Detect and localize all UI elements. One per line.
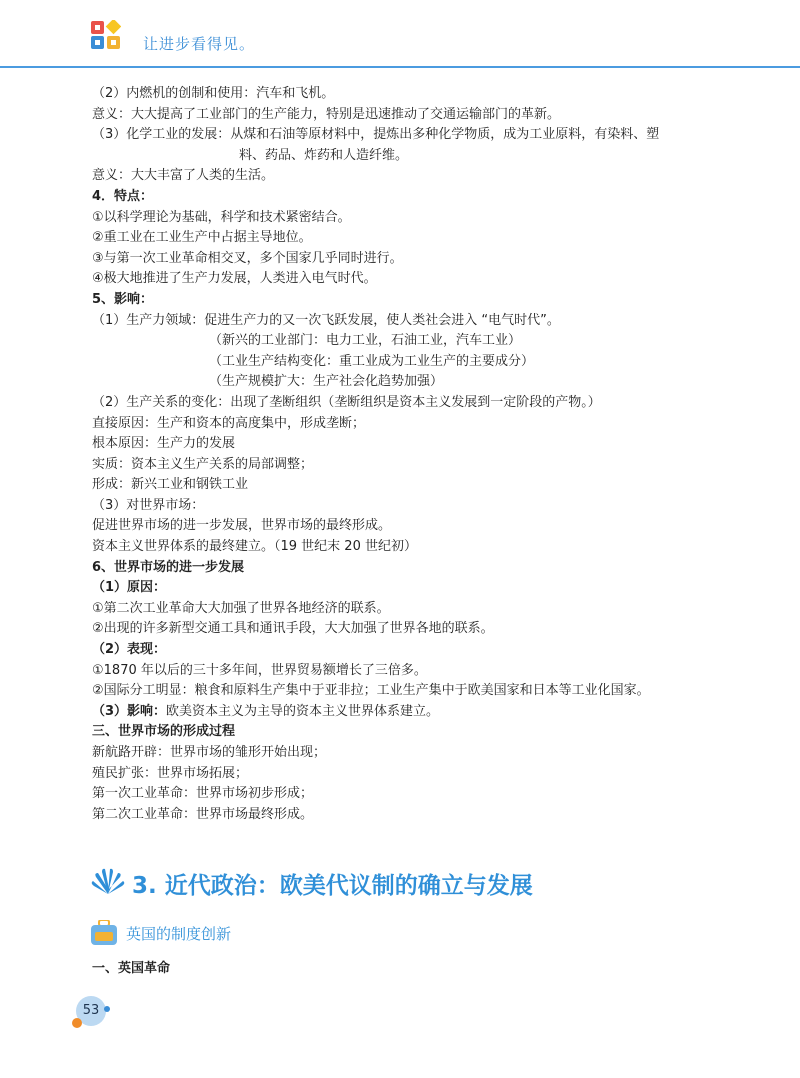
- text-line: 第一次工业革命：世界市场初步形成；: [92, 786, 314, 802]
- text-line: 5、影响：: [92, 291, 154, 307]
- text-line: ③与第一次工业革命相交叉，多个国家几乎同时进行。: [92, 250, 403, 266]
- section-title: 3. 近代政治：欧美代议制的确立与发展: [132, 873, 533, 899]
- text-line: （生产规模扩大：生产社会化趋势加强）: [209, 374, 444, 390]
- text-line: ①1870 年以后的三十多年间，世界贸易额增长了三倍多。: [92, 662, 427, 678]
- text-line: （1）生产力领域：促进生产力的又一次飞跃发展，使人类社会进入 “电气时代”。: [92, 312, 560, 328]
- part-title: 一、英国革命: [92, 961, 171, 976]
- text-line: （2）表现：: [92, 642, 167, 658]
- logo-icon: [91, 20, 121, 50]
- text-line: 三、世界市场的形成过程: [92, 724, 236, 740]
- text-line: 第二次工业革命：世界市场最终形成。: [92, 806, 314, 822]
- text-line: 实质：资本主义生产关系的局部调整；: [92, 456, 314, 472]
- text-line: （新兴的工业部门：电力工业，石油工业，汽车工业）: [209, 333, 522, 349]
- text-line-bold-part: （3）影响：: [92, 703, 167, 719]
- header-divider: [0, 66, 800, 68]
- page-header: [0, 0, 800, 66]
- shell-icon: [90, 867, 126, 897]
- text-line: ②重工业在工业生产中占据主导地位。: [92, 230, 312, 246]
- page-number: 53: [82, 1003, 100, 1018]
- text-line: （1）原因：: [92, 580, 167, 596]
- text-line: 资本主义世界体系的最终建立。（19 世纪末 20 世纪初）: [92, 539, 417, 555]
- text-line: 意义：大大提高了工业部门的生产能力，特别是迅速推动了交通运输部门的革新。: [92, 106, 561, 122]
- text-line: （工业生产结构变化：重工业成为工业生产的主要成分）: [209, 353, 535, 369]
- text-line: ④极大地推进了生产力发展，人类进入电气时代。: [92, 271, 377, 287]
- text-line: 促进世界市场的进一步发展，世界市场的最终形成。: [92, 518, 392, 534]
- text-line-rest: 欧美资本主义为主导的资本主义世界体系建立。: [166, 703, 440, 719]
- header-tagline: 让进步看得见。: [143, 35, 256, 53]
- text-line: （3）对世界市场：: [92, 497, 205, 513]
- text-line: 6、世界市场的进一步发展: [92, 559, 245, 575]
- text-line: （3）化学工业的发展：从煤和石油等原材料中，提炼出多种化学物质，成为工业原料，有染料、塑: [92, 127, 660, 143]
- bag-icon: [90, 920, 118, 946]
- text-line: （2）内燃机的创制和使用：汽车和飞机。: [92, 86, 335, 101]
- text-line: 根本原因：生产力的发展: [92, 436, 236, 452]
- text-line: 新航路开辟：世界市场的雏形开始出现；: [92, 745, 327, 760]
- text-line: ①以科学理论为基础，科学和技术紧密结合。: [92, 209, 351, 225]
- text-line: 形成：新兴工业和钢铁工业: [92, 477, 249, 493]
- text-line: 殖民扩张：世界市场拓展；: [92, 765, 249, 781]
- text-line: ②出现的许多新型交通工具和通讯手段，大大加强了世界各地的联系。: [92, 621, 494, 637]
- text-line: 4．特点：: [92, 188, 154, 204]
- text-line: [92, 702, 712, 723]
- page-number-badge: [72, 996, 112, 1030]
- text-line: 料、药品、炸药和人造纤维。: [239, 147, 409, 163]
- text-line: ②国际分工明显：粮食和原料生产集中于亚非拉；工业生产集中于欧美国家和日本等工业化国家。: [92, 683, 650, 699]
- text-line: 直接原因：生产和资本的高度集中，形成垄断；: [92, 415, 366, 431]
- decor-dot-orange: [72, 1018, 82, 1028]
- text-line: 意义：大大丰富了人类的生活。: [92, 168, 275, 184]
- text-line: （2）生产关系的变化：出现了垄断组织（垄断组织是资本主义发展到一定阶段的产物。）: [92, 394, 601, 410]
- decor-dot-blue: [104, 1006, 110, 1012]
- text-line: ①第二次工业革命大大加强了世界各地经济的联系。: [92, 600, 390, 616]
- subsection-title: 英国的制度创新: [126, 925, 232, 943]
- body-text: [92, 84, 712, 825]
